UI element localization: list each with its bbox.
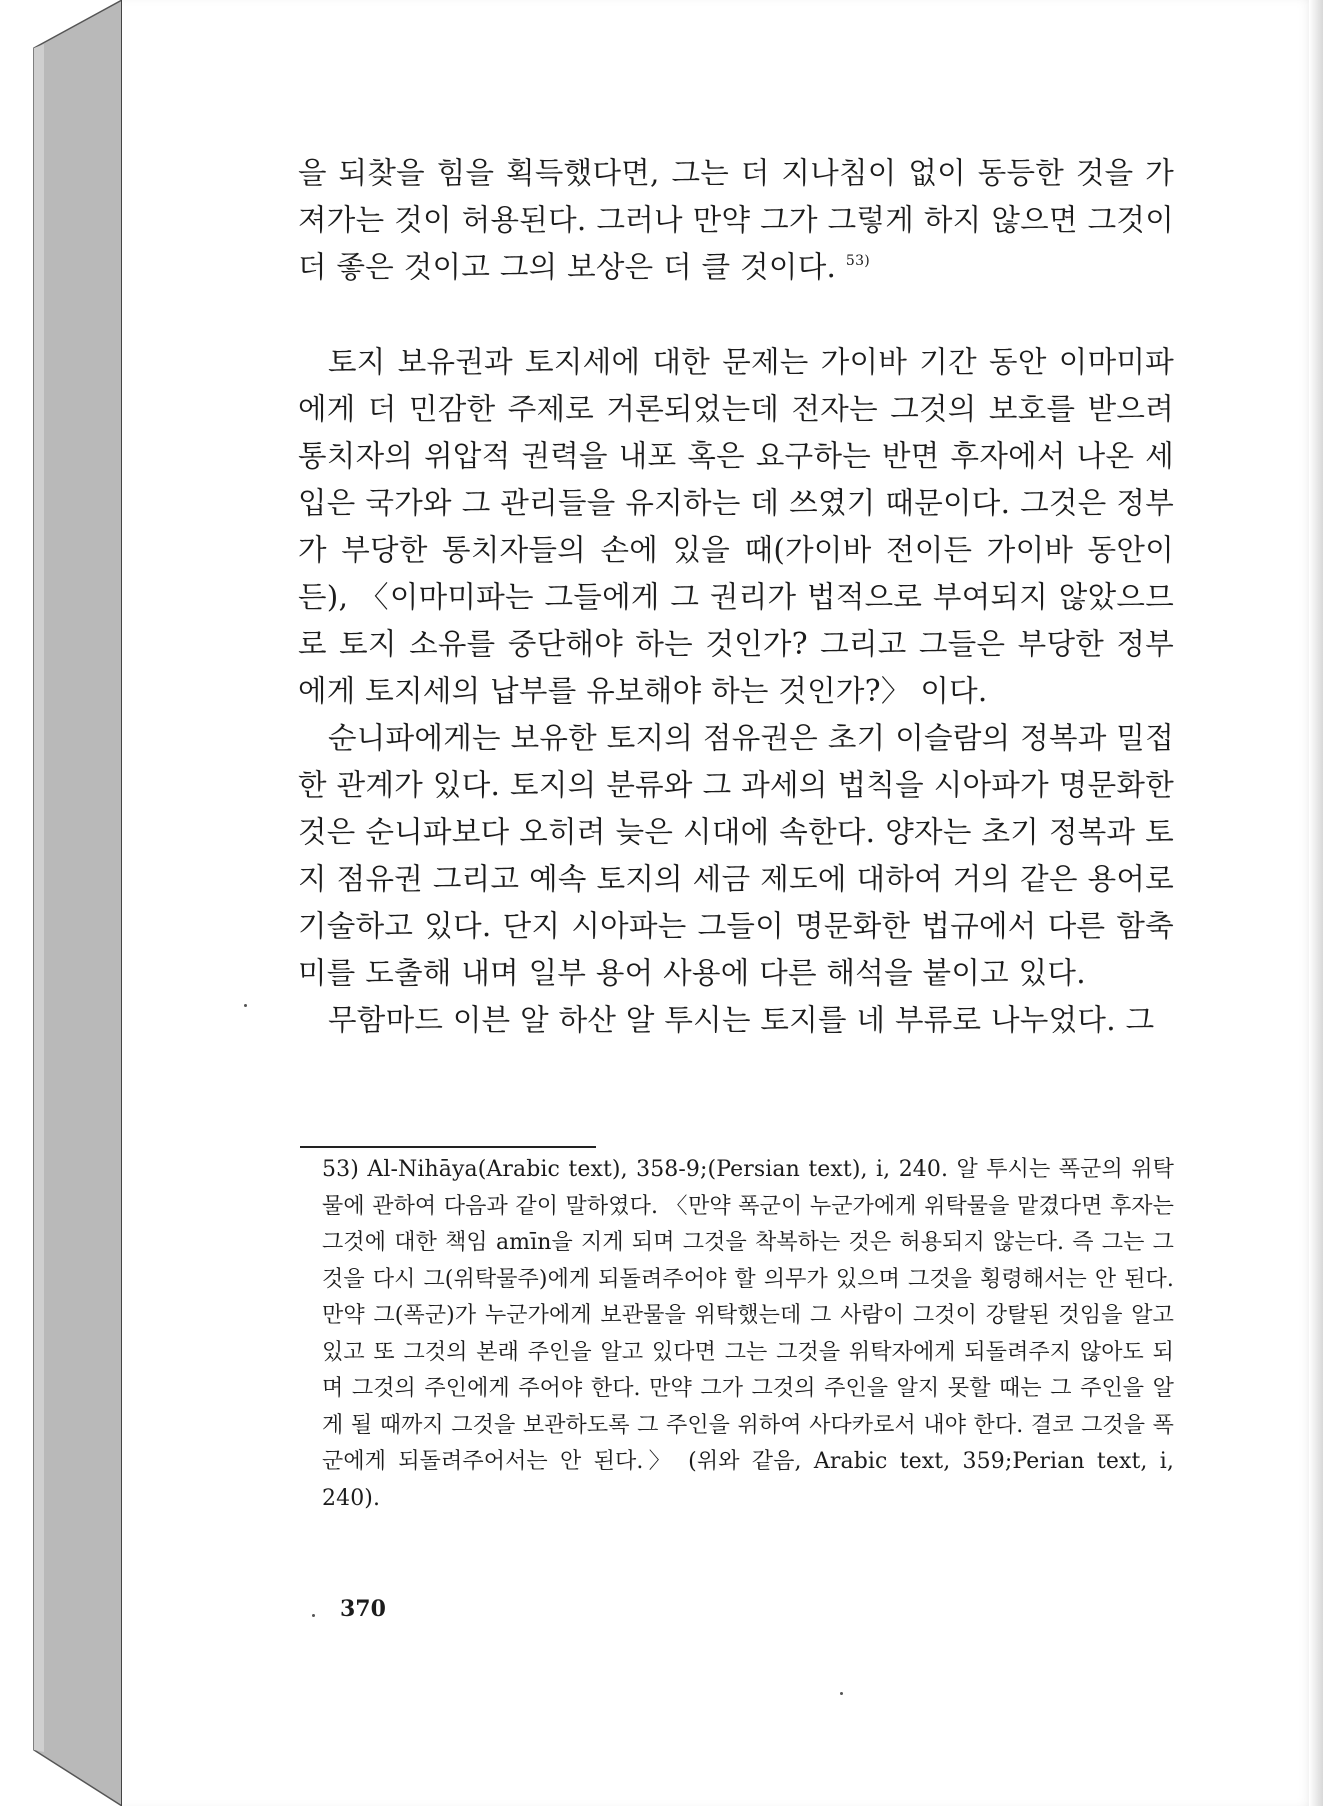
paragraph: 토지 보유권과 토지세에 대한 문제는 가이바 기간 동안 이마미파에게 더 민감한 주제로 거론되었는데 전자는 그것의 보호를 받으려 통치자의 위압적 권력을 내포 혹은 요구하는 반면 후자에서 나온 세입은 국가와 그 관리들을 유지하는 데 쓰였기 때문이다. 그것은 정부가 부당한 통치자들의 손에 있을 때(가이바 전이든 가이바 동안이든), 〈이마미파는 그들에게 그 권리가 법적으로 부여되지 않았으므로 토지 소유를 중단해야 하는 것인가? 그리고 그들은 부당한 정부에게 토지세의 납부를 유보해야 하는 것인가?〉 이다. <box>298 345 1174 708</box>
print-speck <box>244 1004 247 1007</box>
page-right-edge <box>1309 0 1323 1806</box>
body-text <box>298 150 1174 1044</box>
paragraph: 무함마드 이븐 알 하산 알 투시는 토지를 네 부류로 나누었다. 그 <box>328 1003 1155 1037</box>
footnote-number: 53) <box>322 1157 359 1182</box>
paragraph-continued: 을 되찾을 힘을 획득했다면, 그는 더 지나침이 없이 동등한 것을 가져가는 것이 허용된다. 그러나 만약 그가 그렇게 하지 않으면 그것이 더 좋은 것이고 그의 보상은 더 클 것이다. $^{53)}$ <box>298 156 1174 284</box>
paragraph: 순니파에게는 보유한 토지의 점유권은 초기 이슬람의 정복과 밀접한 관계가 있다. 토지의 분류와 그 과세의 법칙을 시아파가 명문화한 것은 순니파보다 오히려 늦은 시대에 속한다. 양자는 초기 정복과 토지 점유권 그리고 예속 토지의 세금 제도에 대하여 거의 같은 용어로 기술하고 있다. 단지 시아파는 그들이 명문화한 법규에서 다른 함축미를 도출해 내며 일부 용어 사용에 다른 해석을 붙이고 있다. <box>298 721 1174 990</box>
footnote-text: Al-Nihāya(Arabic text), 358-9;(Persian text), i, 240. 알 투시는 폭군의 위탁물에 관하여 다음과 같이 말하였다. 〈만약 폭군이 누군가에게 위탁물을 맡겼다면 후자는 그것에 대한 책임 amīn을 지게 되며 그것을 착복하는 것은 허용되지 않는다. 즉 그는 그것을 다시 그(위탁물주)에게 되돌려주어야 할 의무가 있으며 그것을 횡령해서는 안 된다. 만약 그(폭군)가 누군가에게 보관물을 위탁했는데 그 사람이 그것이 강탈된 것임을 알고 있고 또 그것의 본래 주인을 알고 있다면 그는 그것을 위탁자에게 되돌려주지 않아도 되며 그것의 주인에게 주어야 한다. 만약 그가 그것의 주인을 알지 못할 때는 그 주인을 알게 될 때까지 그것을 보관하도록 그 주인을 위하여 사다카로서 내야 한다. 결코 그것을 폭군에게 되돌려주어서는 안 된다.〉 (위와 같음, Arabic text, 359;Perian text, i, 240). <box>322 1157 1174 1511</box>
page-number: 370 <box>340 1596 386 1622</box>
print-speck <box>312 1614 315 1617</box>
print-speck <box>840 1692 843 1695</box>
footnote-rule <box>300 1146 596 1148</box>
footnote <box>322 1152 1174 1517</box>
book-edge <box>0 0 140 1806</box>
footnote-reference: 53) <box>845 253 871 269</box>
